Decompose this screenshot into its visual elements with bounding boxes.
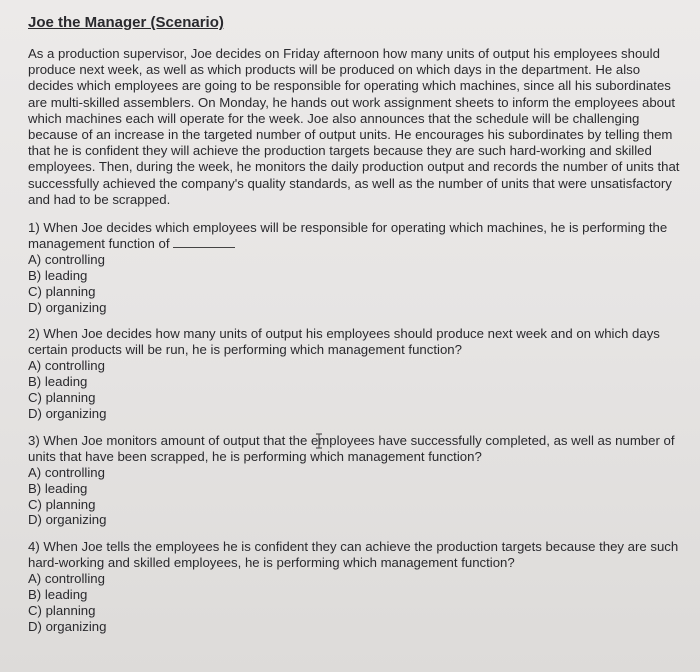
question-text: 1) When Joe decides which employees will be responsible for operating which machines, he is performing the management function of [28,220,668,251]
options-list [28,571,682,635]
question-text: 2) When Joe decides how many units of output his employees should produce next week and on which days certain products will be run, he is performing which management function? [28,326,660,358]
option-d: D) organizing [28,512,107,528]
option-a: A) controlling [28,251,105,267]
option-d: D) organizing [28,618,107,634]
option-a: A) controlling [28,571,105,587]
question-text: 3) When Joe monitors amount of output that the employees have successfully completed, as well as number of units that have been scrapped, he is performing which management function? [28,432,675,464]
option-c: C) planning [28,496,96,512]
question-1 [28,220,682,315]
options-list [28,465,682,529]
option-d: D) organizing [28,406,107,421]
answer-blank [173,237,235,248]
option-b: B) leading [28,267,88,283]
options-list [28,252,682,316]
question-text: 4) When Joe tells the employees he is confident they can achieve the production targets because they are such hard-working and skilled employees, he is performing which management function? [28,539,679,571]
question-2 [28,326,682,421]
question-4 [28,539,682,634]
option-c: C) planning [28,390,96,406]
option-c: C) planning [28,283,96,299]
option-b: B) leading [28,587,88,603]
question-3 [28,433,682,528]
options-list [28,358,682,422]
option-a: A) controlling [28,358,105,374]
text-cursor-icon [315,433,323,449]
option-a: A) controlling [28,464,105,480]
option-c: C) planning [28,602,96,618]
option-b: B) leading [28,374,88,390]
page-title: Joe the Manager (Scenario) [28,14,224,31]
option-b: B) leading [28,480,88,496]
option-d: D) organizing [28,299,107,315]
scenario-paragraph: As a production supervisor, Joe decides on Friday afternoon how many units of output his employees should produce next week, as well as which products will be produced on which days in the department. He also decides which employees are going to be responsible for operating which machines, since all his subordinates are multi-skilled assemblers. On Monday, he hands out work assignment sheets to inform the employees about which machines each will operate for the week. Joe also announces that the schedule will be challenging because of an increase in the targeted number of output units. He encourages his subordinates by telling them that he is confident they will achieve the production targets because they are such hard-working and skilled employees. Then, during the week, he monitors the daily production output and records the number of units that successfully achieved the company's quality standards, as well as the number of units that were unsatisfactory and had to be scrapped. [28,46,680,207]
